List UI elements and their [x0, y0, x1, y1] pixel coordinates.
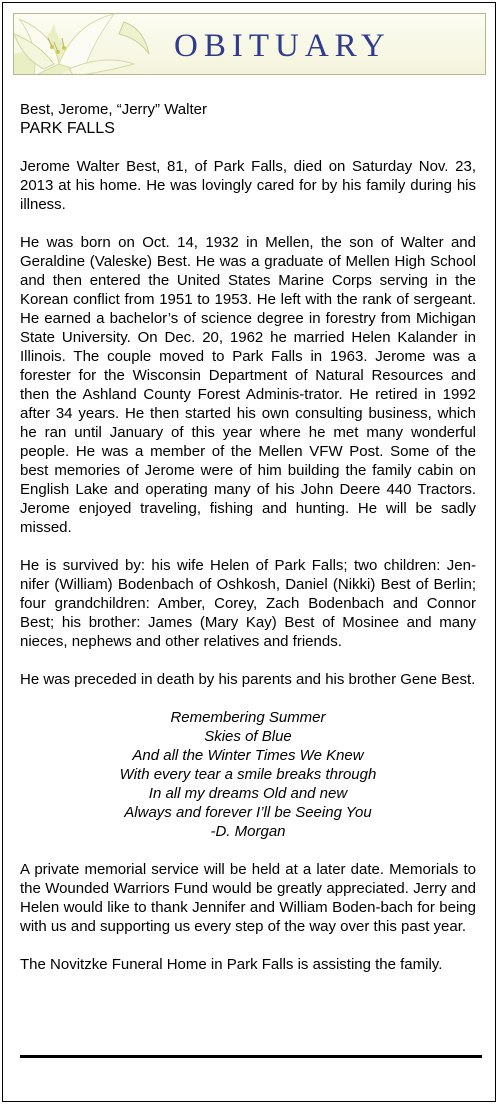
banner-title: OBITUARY: [174, 28, 391, 64]
poem: [20, 708, 476, 841]
deceased-name: Best, Jerome, “Jerry” Walter: [20, 101, 207, 118]
paragraph-survivors: He is survived by: his wife Helen of Park Falls; two children: Jen-nifer (William) Bodenbach of Oshkosh, Daniel (Nikki) Best of Berlin; four grandchildren: Amber, Corey, Zach Bodenbach and Connor Best; his brother: James (Mary Kay) Best of Mosinee and many nieces, nephews and other relatives and friends.: [20, 557, 476, 650]
paragraph-preceded: He was preceded in death by his parents and his brother Gene Best.: [20, 671, 476, 688]
obituary-content: [20, 100, 476, 993]
obituary-banner: [13, 13, 486, 75]
paragraph-life: He was born on Oct. 14, 1932 in Mellen, the son of Walter and Geraldine (Valeske) Best. He was a graduate of Mellen High School and then entered the United States Marine Corps serving in the Korean conflict from 1951 to 1953. He left with the rank of sergeant. He earned a bachelor’s of science degree in forestry from Michigan State University. On Dec. 20, 1962 he married Helen Kalander in Illinois. The couple moved to Park Falls in 1963. Jerome was a forester for the Wisconsin Department of Natural Resources and then the Ashland County Forest Adminis-trator. He retired in 1992 after 34 years. He then started his own consulting business, which he ran until January of this year where he met many wonderful people. He was a member of the Mellen VFW Post. Some of the best memories of Jerome were of him building the family cabin on English Lake and operating many of his John Deere 440 Tractors. Jerome enjoyed traveling, fishing and hunting. He will be sadly missed.: [20, 234, 476, 536]
paragraph-funeral-home: The Novitzke Funeral Home in Park Falls is assisting the family.: [20, 956, 443, 973]
paragraph-death: Jerome Walter Best, 81, of Park Falls, died on Saturday Nov. 23, 2013 at his home. He was lovingly cared for by his family during his illness.: [20, 158, 476, 213]
poem-line: Skies of Blue: [204, 728, 292, 745]
poem-line: With every tear a smile breaks through: [119, 766, 377, 783]
poem-line: And all the Winter Times We Knew: [132, 747, 364, 764]
deceased-city: PARK FALLS: [20, 120, 115, 137]
poem-line: Remembering Summer: [170, 709, 326, 726]
poem-author: -D. Morgan: [210, 823, 286, 840]
bottom-divider: [20, 1055, 482, 1058]
poem-line: In all my dreams Old and new: [148, 785, 348, 802]
lily-flower-icon: [14, 14, 164, 75]
paragraph-memorial: A private memorial service will be held at a later date. Memorials to the Wounded Warriors Fund would be greatly appreciated. Jerry and Helen would like to thank Jennifer and William Boden-bach for being with us and supporting us every step of the way over this past year.: [20, 861, 476, 935]
poem-line: Always and forever I’ll be Seeing You: [124, 804, 372, 821]
